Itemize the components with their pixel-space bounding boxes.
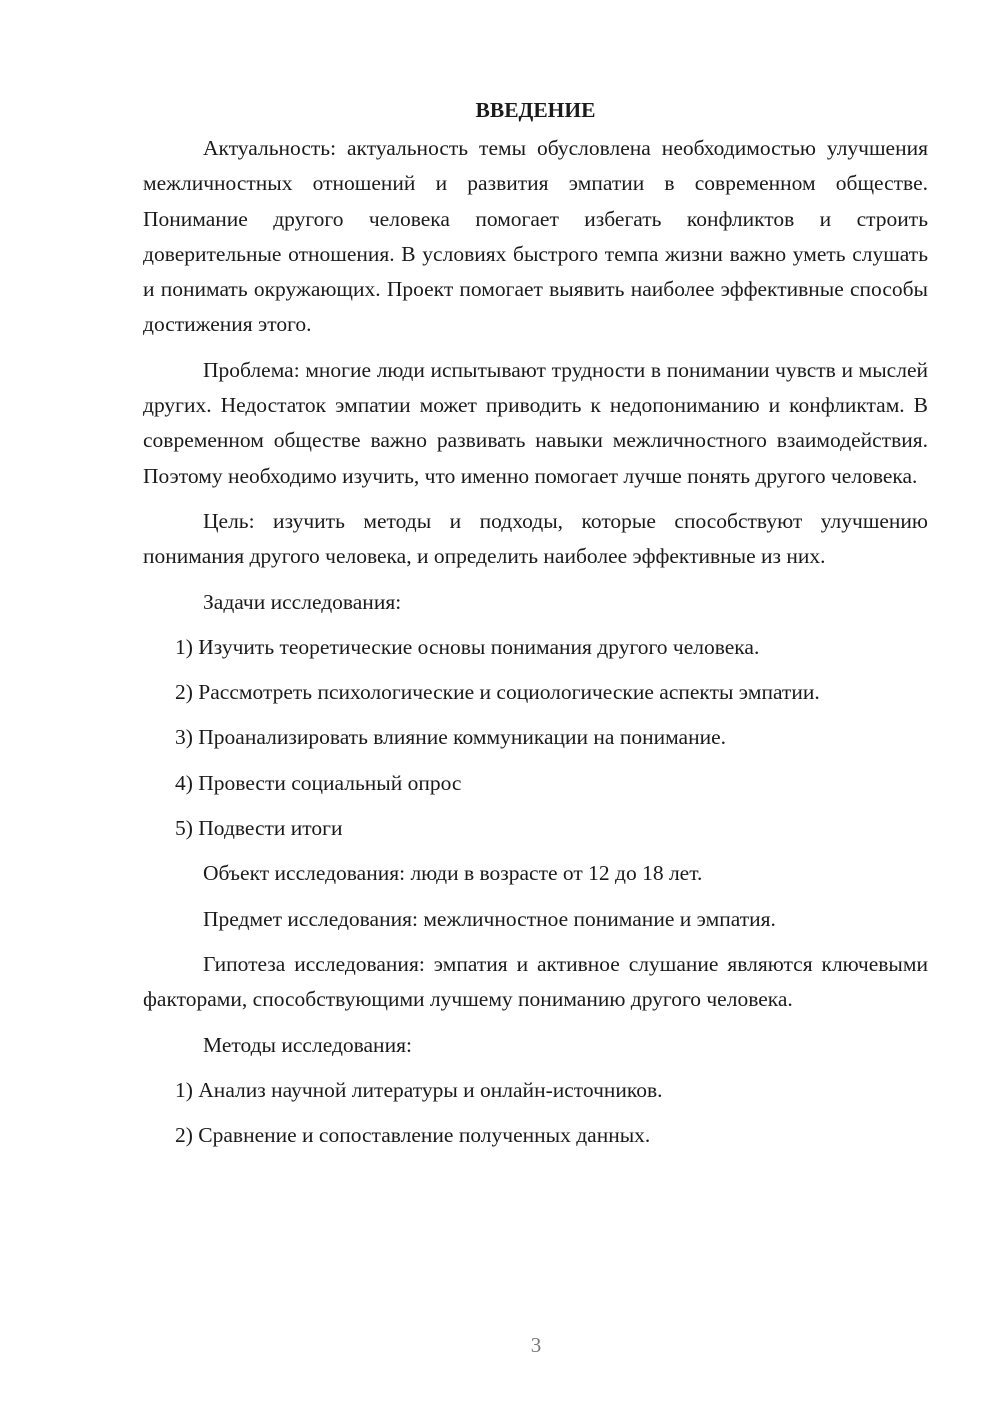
list-item: 1) Изучить теоретические основы понимания другого человека. — [175, 634, 760, 659]
object-paragraph: Объект исследования: люди в возрасте от 12 до 18 лет. — [203, 861, 703, 886]
list-item: 2) Рассмотреть психологические и социологические аспекты эмпатии. — [175, 680, 820, 705]
subject-paragraph: Предмет исследования: межличностное понимание и эмпатия. — [203, 906, 776, 931]
tasks-list — [143, 630, 928, 846]
relevance-paragraph: Актуальность: актуальность темы обусловлена необходимостью улучшения межличностных отношений и развития эмпатии в современном обществе. Понимание другого человека помогает избегать конфликтов и строить доверительные отношения. В условиях быстрого темпа жизни важно уметь слушать и понимать окружающих. Проект помогает выявить наиболее эффективные способы достижения этого. — [143, 136, 928, 337]
list-item: 4) Провести социальный опрос — [175, 770, 462, 795]
document-page — [143, 92, 928, 1163]
goal-paragraph: Цель: изучить методы и подходы, которые способствуют улучшению понимания другого человека, и определить наиболее эффективные из них. — [143, 508, 928, 569]
list-item: 3) Проанализировать влияние коммуникации на понимание. — [175, 725, 727, 750]
methods-heading: Методы исследования: — [203, 1032, 412, 1057]
list-item: 1) Анализ научной литературы и онлайн-источников. — [175, 1077, 663, 1102]
methods-list — [143, 1073, 928, 1154]
problem-paragraph: Проблема: многие люди испытывают трудности в понимании чувств и мыслей других. Недостаток эмпатии может приводить к недопониманию и конфликтам. В современном обществе важно развивать навыки межличностного взаимодействия. Поэтому необходимо изучить, что именно помогает лучше понять другого человека. — [143, 357, 928, 488]
section-title: ВВЕДЕНИЕ — [475, 98, 596, 122]
list-item: 2) Сравнение и сопоставление полученных данных. — [175, 1123, 651, 1148]
hypothesis-paragraph: Гипотеза исследования: эмпатия и активное слушание являются ключевыми факторами, способствующими лучшему пониманию другого человека. — [143, 951, 928, 1012]
page-number: 3 — [530, 1333, 542, 1357]
tasks-heading: Задачи исследования: — [203, 589, 402, 614]
list-item: 5) Подвести итоги — [175, 816, 343, 841]
